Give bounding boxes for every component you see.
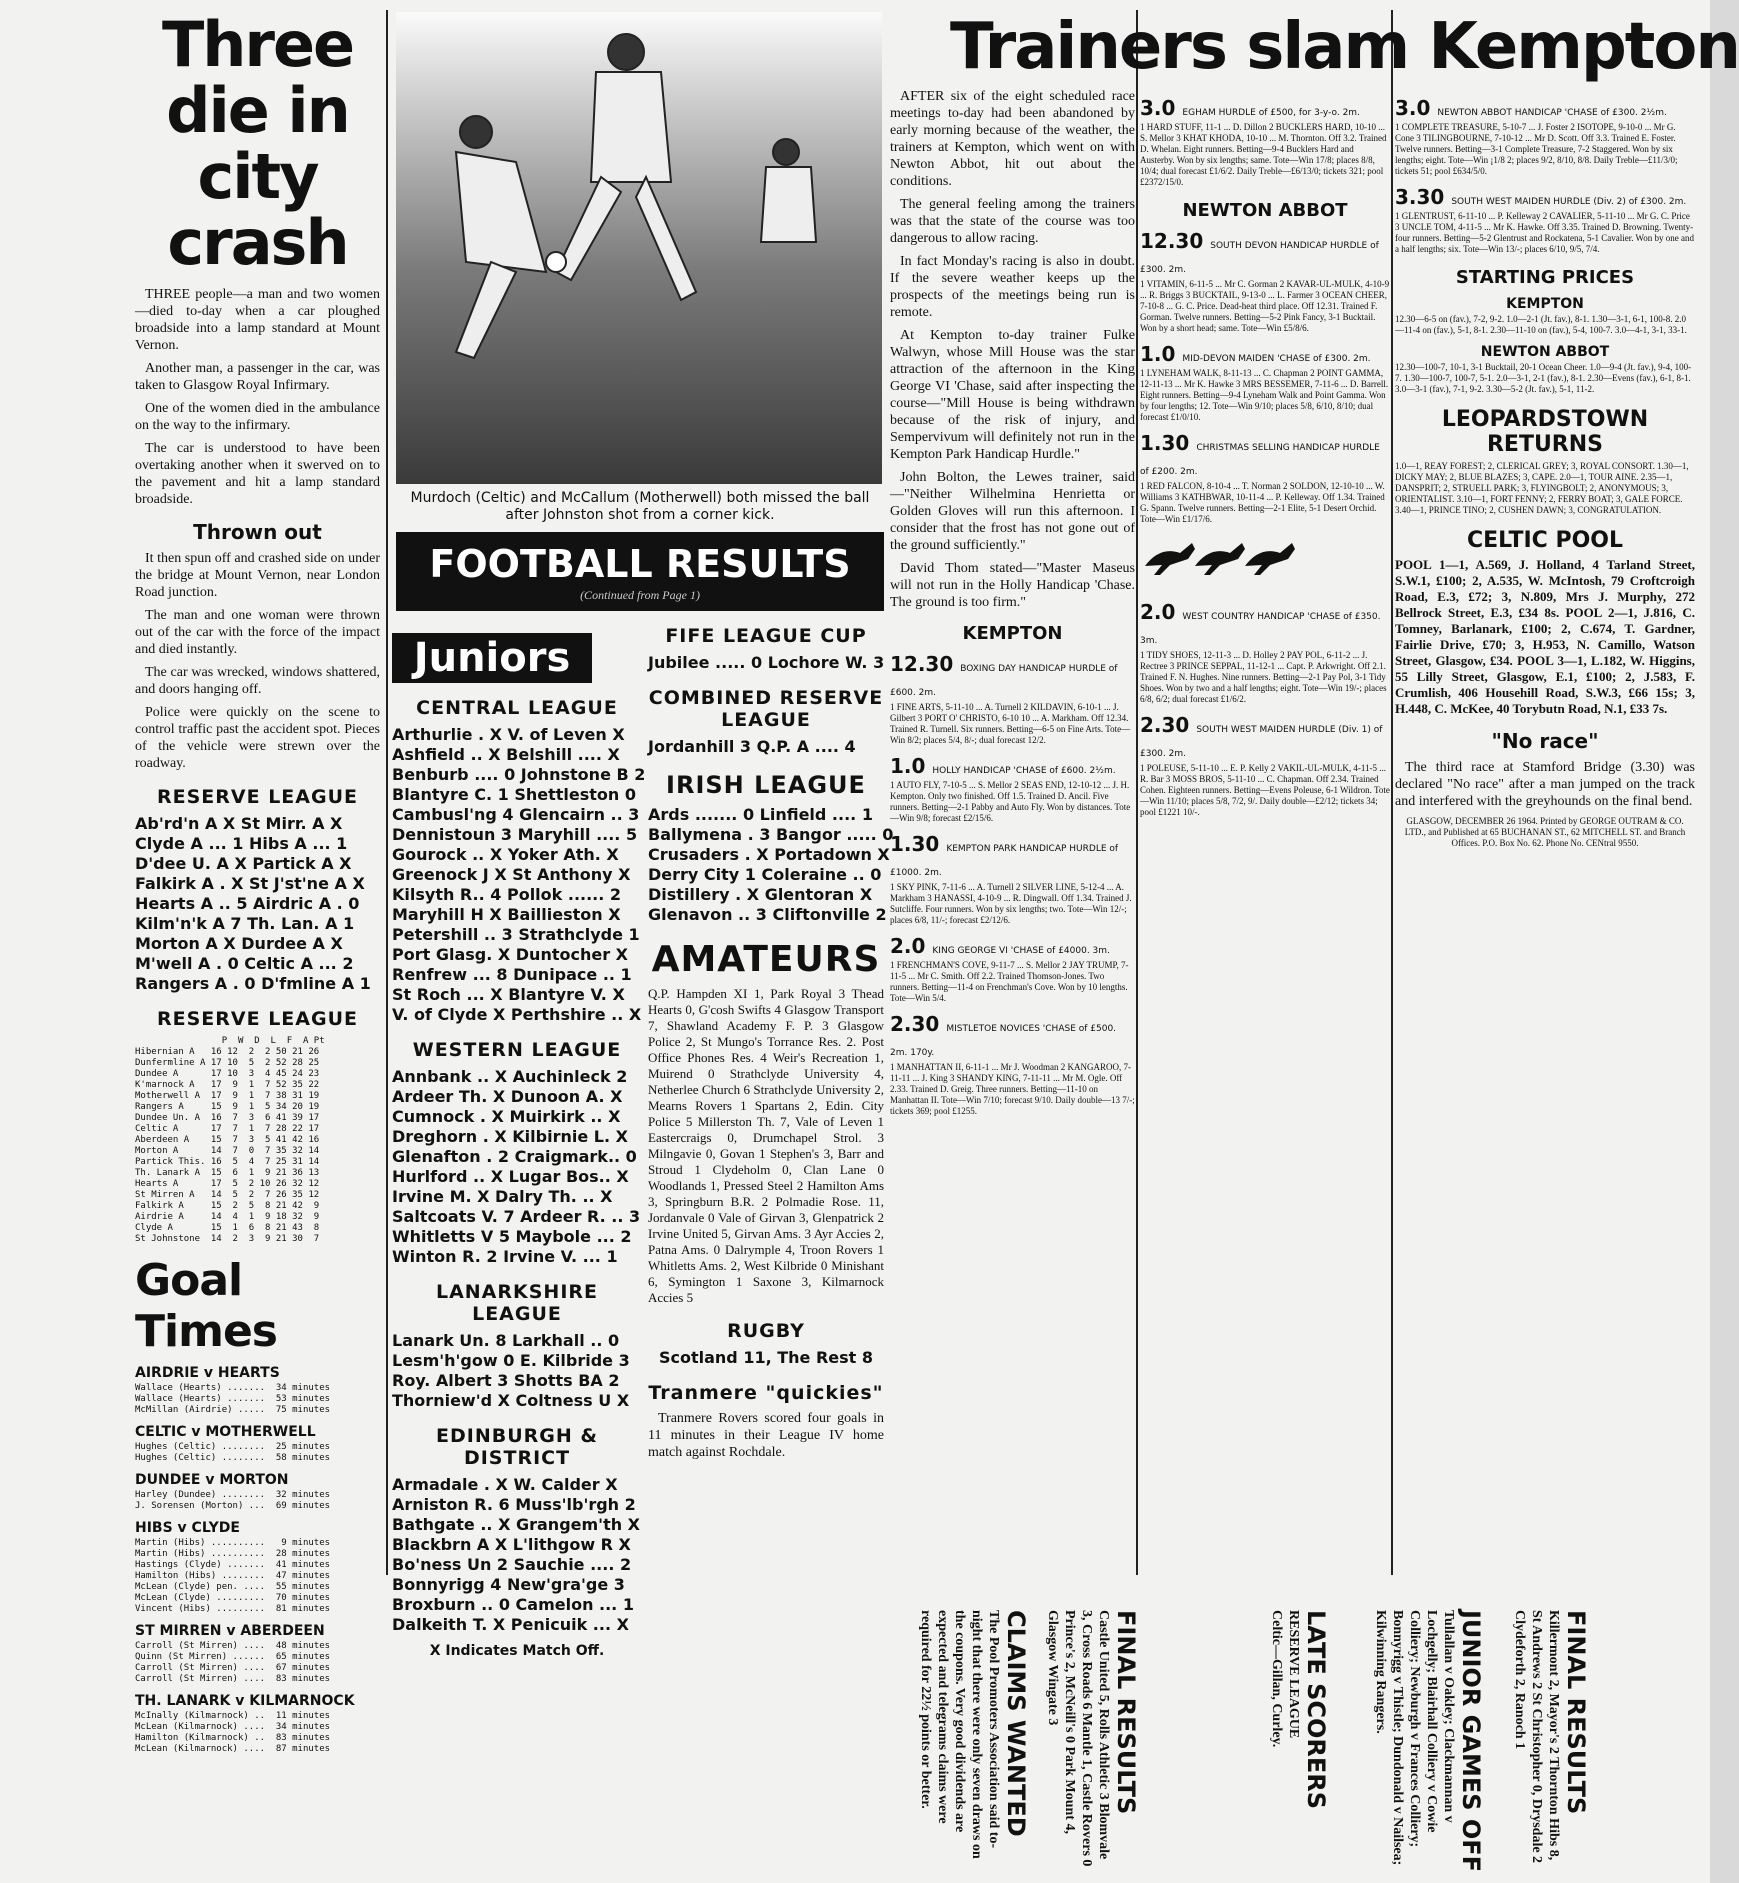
column-football-results: [392, 8, 894, 1659]
sp-kempton-title: KEMPTON: [1506, 296, 1584, 312]
irish-league-title: IRISH LEAGUE: [666, 771, 866, 799]
result-line: Port Glasg. X Duntocher X: [392, 945, 628, 964]
race-title: SOUTH DEVON HANDICAP HURDLE of £300. 2m.: [1140, 241, 1379, 275]
result-line: Clyde A ... 1 Hibs A ... 1: [135, 834, 348, 853]
stop-press-final-results: [1045, 1610, 1140, 1870]
result-line: Distillery . X Glentoran X: [648, 885, 873, 904]
race-title: KEMPTON PARK HANDICAP HURDLE of £1000. 2m.: [890, 844, 1119, 878]
goal-times-title: Goal Times: [135, 1255, 277, 1357]
race-details: 1 GLENTRUST, 6-11-10 ... P. Kelleway 2 CAVALIER, 5-11-10 ... Mr G. C. Price 3 UNCLE TOM, 4-11-5 ... Mr K. Hawke. Off 3.35. Trained D. Browning. Twenty-four runners. Betting—5-2 Glentrust and Rockatena, 5-1 Cavalier. Won by one and a half lengths; six. Tote—Win 13/-; places 6/10, 9/5, 7/4.: [1395, 211, 1695, 254]
result-line: Arthurlie . X V. of Leven X: [392, 725, 625, 744]
result-line: Hurlford .. X Lugar Bos.. X: [392, 1167, 629, 1186]
goal-lines: McInally (Kilmarnock) .. 11 minutes McLean (Kilmarnock) .... 34 minutes Hamilton (Kilmarnock) .. 83 minutes McLean (Kilmarnock) .... 87 minutes: [135, 1711, 331, 1754]
race-details: 1 SKY PINK, 7-11-6 ... A. Turnell 2 SILVER LINE, 5-12-4 ... A. Markham 3 HANASSI, 4-10-9 ... R. Dingwall. Off 1.34. Trained J. Sutcliffe. Four runners. Won by six lengths; two. Tote—Win 12/-; places 6/8, 11/-; forecast £2/12/6.: [890, 882, 1132, 925]
printer-imprint: GLASGOW, DECEMBER 26 1964. Printed by GEORGE OUTRAM & CO. LTD., and Published at 65 BUCHANAN ST., 62 MITCHELL ST. and Branch Offices. P.O. Box No. 62. Phone No. CENtral 9550.: [1404, 816, 1686, 848]
result-line: Irvine M. X Dalry Th. .. X: [392, 1187, 613, 1206]
race-time: 1.30: [1140, 431, 1190, 455]
stop-press-late-scorers: [1269, 1610, 1330, 1870]
goal-match: TH. LANARK v KILMARNOCK: [135, 1693, 355, 1709]
edinburgh-district-title: EDINBURGH & DISTRICT: [436, 1425, 598, 1469]
result-line: Crusaders . X Portadown X: [648, 845, 890, 864]
race-time: 12.30: [1140, 229, 1204, 253]
sp-kempton: 12.30—6-5 on (fav.), 7-2, 9-2. 1.0—2-1 (Jt. fav.), 8-1. 1.30—3-1, 6-1, 100-8. 2.0—11-4 on (fav.), 5-1, 8-1. 2.30—11-10 on (fav.), 5-4, 100-7. 3.0—4-1, 3-1, 33-1.: [1395, 314, 1687, 335]
football-results-banner: FOOTBALL RESULTS: [396, 532, 884, 588]
column-racing-story: [890, 88, 1135, 1583]
stop-press-junior-off: [1373, 1610, 1485, 1873]
race-details: 1 MANHATTAN II, 6-11-1 ... Mr J. Woodman 2 KANGAROO, 7-11-11 ... J. King 3 SHANDY KING, 7-11-11 ... Mr M. Ogle. Off 2.33. Trained D. Greig. Three runners. Betting—11-10 on Manhattan II. Tote—Win 7/10; forecast 9/10. Daily double—13 7/-; tickets 369; pool £1255.: [890, 1062, 1135, 1116]
crash-story2-p4: Police were quickly on the scene to control traffic past the accident spot. Pieces of the vehicle were strewn over the roadway.: [135, 705, 380, 771]
result-line: Hearts A .. 5 Airdric A . 0: [135, 894, 360, 913]
result-line: Jordanhill 3 Q.P. A .... 4: [648, 737, 856, 756]
leopardstown-returns: 1.0—1, REAY FOREST; 2, CLERICAL GREY; 3, ROYAL CONSORT. 1.30—1, DICKY MAY; 2, BLUE BLAZES; 3, CAPE. 2.0—1, TOUR AINE. 2.35—1, DANSPRIT; 2, STRUELL PARK; 3, FLYINGBOLT; 2, ANONYMOUS; 3, ORIENTALIST. 3.10—1, FORT FENNY; 2, FERRY BOAT; 3, GALE FORCE. 3.40—1, PRINCE TINO; 2, CUSHEN DAWN; 3, CONGRATULATION.: [1395, 461, 1689, 515]
race-title: SOUTH WEST MAIDEN HURDLE (Div. 2) of £300. 2m.: [1451, 197, 1687, 207]
kempton-story-p3: In fact Monday's racing is also in doubt. If the severe weather keeps up the prospects of the meetings being run is remote.: [890, 254, 1135, 320]
football-results-subbanner: (Continued from Page 1): [396, 588, 884, 611]
goal-match: ST MIRREN v ABERDEEN: [135, 1623, 325, 1639]
result-line: Ashfield .. X Belshill .... X: [392, 745, 620, 764]
amateurs-results: Q.P. Hampden XI 1, Park Royal 3 Thead Hearts 0, G'cosh Swifts 4 Glasgow Transport 7, Shawland Academy F. P. 3 Glasgow Police 2, St Mungo's Torrance Res. 2. Post Office Phones Res. 4 Weir's Recreation 1, Muirend 0 Strathclyde University 4, Netherlee Church 6 Strathclyde University 2, Mearns Rovers 1 Spartans 2, Edin. City Police 5 Millerston Th. 7, Vale of Leven 1 Eastercraigs 0, Drumchapel Strol. 3 Milngavie 0, Govan 1 Stephen's 3, Barr and Stroud 1 Clydeholm 0, Clan Lane 0 Woodlands 1, Pressed Steel 2 Hamilton Ams 3, Springburn B.R. 2 Polmadie Rose. 11, Jordanvale 0 Vale of Girvan 3, Glenpatrick 2 Irvine United 5, Girvan Ams. 3 Ayr Accies 2, Patna Ams. 0 Dalrymple 4, Troon Rovers 1 Whitletts Ams. 2, West Kilbride 0 Minishant 6, Symington 1 Saxone 3, Kilmarnock Accies 5: [648, 986, 884, 1305]
result-line: Blantyre C. 1 Shettleston 0: [392, 785, 637, 804]
race-result: [1140, 600, 1390, 705]
result-line: Glenafton . 2 Craigmark.. 0: [392, 1147, 637, 1166]
starting-prices-title: STARTING PRICES: [1455, 267, 1635, 288]
combined-reserve-title: COMBINED RESERVE LEAGUE: [648, 687, 884, 731]
result-line: Winton R. 2 Irvine V. ... 1: [392, 1247, 618, 1266]
racehorses-icon: [1140, 531, 1300, 581]
result-line: Dalkeith T. X Penicuik ... X: [392, 1615, 629, 1634]
goal-match: DUNDEE v MORTON: [135, 1472, 289, 1488]
crash-story2-p3: The car was wrecked, windows shattered, and doors hanging off.: [135, 665, 380, 697]
other-leagues-section: [648, 611, 894, 1467]
race-result: [1140, 96, 1390, 188]
result-line: Ballymena . 3 Bangor ..... 0: [648, 825, 894, 844]
tranmere-title: Tranmere "quickies": [648, 1382, 884, 1404]
no-race-title: "No race": [1491, 729, 1599, 753]
result-line: M'well A . 0 Celtic A ... 2: [135, 954, 354, 973]
result-line: Rangers A . 0 D'fmline A 1: [135, 974, 371, 993]
kempton-story-p6: David Thom stated—"Master Maseus will not run in the Holly Handicap 'Chase. The ground is too firm.": [890, 561, 1135, 610]
goal-times-list: [135, 1365, 380, 1755]
column-rule: [386, 10, 388, 1575]
race-result: [890, 754, 1135, 824]
race-time: 2.0: [890, 934, 926, 958]
race-title: WEST COUNTRY HANDICAP 'CHASE of £350. 3m.: [1140, 612, 1381, 646]
tranmere-story: Tranmere Rovers scored four goals in 11 minutes in their League IV home match against Rochdale.: [648, 1411, 884, 1460]
western-league-title: WESTERN LEAGUE: [412, 1039, 622, 1061]
race-title: SOUTH WEST MAIDEN HURDLE (Div. 1) of £300. 2m.: [1140, 725, 1383, 759]
result-line: Cambusl'ng 4 Glencairn .. 3: [392, 805, 640, 824]
goal-lines: Martin (Hibs) .......... 9 minutes Martin (Hibs) .......... 28 minutes Hastings (Clyde) ....... 41 minutes Hamilton (Hibs) ........ 47 minutes McLean (Clyde) pen. .... 55 minutes McLean (Clyde) ......... 70 minutes Vincent (Hibs) ......... 81 minutes: [135, 1538, 331, 1614]
kempton-story-p5: John Bolton, the Lewes trainer, said—"Neither Wilhelmina Henrietta or Golden Gloves will run this afternoon. I consider that the frost has not gone out of the ground sufficiently.": [890, 470, 1135, 553]
race-title: NEWTON ABBOT HANDICAP 'CHASE of £300. 2½m.: [1437, 108, 1667, 118]
sp-newton: 12.30—100-7, 10-1, 3-1 Bucktail, 20-1 Ocean Cheer. 1.0—9-4 (Jt. fav.), 9-4, 100-7. 1.30—100-7, 100-7, 5-1. 2.0—3-1, 2-1 (fav.), 8-1. 2.30—Evens (fav.), 6-1, 8-1. 3.0—3-1 (fav.), 7-1, 9-2. 3.30—5-2 (Jt. fav.), 5-1, 11-2.: [1395, 362, 1692, 394]
race-details: 1 TIDY SHOES, 12-11-3 ... D. Holley 2 PAY POL, 6-11-2 ... J. Rectree 3 PRINCE SEPPAL, 11-12-1 ... Capt. P. Arkwright. Off 2.1. Trained F. N. Hughes. Nine runners. Betting—2-1 Pay Pol, 3-1 Tidy Shoes. Won by two and a half lengths; eight. Tote—Win 19/-; places 6/8, 6/2; dual forecast £1/6/2.: [1140, 650, 1387, 704]
result-line: Dreghorn . X Kilbirnie L. X: [392, 1127, 628, 1146]
result-line: Bonnyrigg 4 New'gra'ge 3: [392, 1575, 625, 1594]
celtic-pool-title: CELTIC POOL: [1466, 528, 1624, 553]
result-line: Cumnock . X Muirkirk .. X: [392, 1107, 621, 1126]
crash-story2-p1: It then spun off and crashed side on under the bridge at Mount Vernon, near London Road junction.: [135, 551, 380, 600]
result-line: Whitletts V 5 Maybole ... 2: [392, 1227, 632, 1246]
race-result: [890, 1012, 1135, 1117]
result-line: Gourock .. X Yoker Ath. X: [392, 845, 619, 864]
race-title: HOLLY HANDICAP 'CHASE of £600. 2½m.: [932, 766, 1116, 776]
race-result: [1140, 342, 1390, 423]
goal-lines: Carroll (St Mirren) .... 48 minutes Quinn (St Mirren) ...... 65 minutes Carroll (St Mirren) .... 67 minutes Carroll (St Mirren) .... 83 minutes: [135, 1641, 331, 1684]
crash-story-p2: Another man, a passenger in the car, was taken to Glasgow Royal Infirmary.: [135, 361, 380, 393]
result-line: Lesm'h'gow 0 E. Kilbride 3: [392, 1351, 630, 1370]
race-details: 1 VITAMIN, 6-11-5 ... Mr C. Gorman 2 KAVAR-UL-MULK, 4-10-9 ... R. Briggs 3 BUCKTAIL, 9-13-0 ... L. Farmer 3 OCEAN CHEER, 7-10-8 ... G. C. Price. Dead-heat third place. Off 12.31. Trained F. Gorman. Twelve runners. Betting—5-2 Pink Fancy, 3-1 Bucktail. Won by a short head; same. Tote—Win £5/8/6.: [1140, 279, 1390, 333]
result-line: Maryhill H X Baillieston X: [392, 905, 621, 924]
result-line: Saltcoats V. 7 Ardeer R. .. 3: [392, 1207, 641, 1226]
result-line: Petershill .. 3 Strathclyde 1: [392, 925, 640, 944]
race-details: 1 COMPLETE TREASURE, 5-10-7 ... J. Foster 2 ISOTOPE, 9-10-0 ... Mr G. Cone 3 TILINGBOURNE, 7-10-12 ... Mr D. Scott. Off 3.3. Trained E. Foster. Twelve runners. Betting—3-1 Complete Treasure, 7-2 Staggered. Won by six lengths; eight. Tote—Win ¡1/8 2; places 9/2, 8/10, 8/8. Daily Treble—£11/3/0; tickets 51; pool £634/5/0.: [1395, 122, 1678, 176]
race-details: 1 FINE ARTS, 5-11-10 ... A. Turnell 2 KILDAVIN, 6-10-1 ... J. Gilbert 3 PORT O' CHRISTO, 6-10 10 ... A. Markham. Off 12.34. Trained R. Turnell. Six runners. Betting—6-5 on Fine Arts. Tote—Win 8/2; places 5/4, 8/-; dual forecast 12/2.: [890, 702, 1131, 745]
final-results-2-text: Killermont 2, Mayor's 2 Thornton Hibs 8, St Andrews 2 St Christopher 0, Drysdale 2 Clydeforth 2, Ranoch 1: [1512, 1610, 1561, 1864]
junior-games-off-title: JUNIOR GAMES OFF: [1457, 1610, 1485, 1873]
race-time: 1.0: [890, 754, 926, 778]
race-time: 2.30: [1140, 713, 1190, 737]
race-time: 3.0: [1395, 96, 1431, 120]
result-line: Kilm'n'k A 7 Th. Lan. A 1: [135, 914, 355, 933]
headline-kempton: Trainers slam Kempton: [950, 10, 1739, 84]
match-off-footnote: X Indicates Match Off.: [429, 1643, 605, 1659]
race-result: [1395, 96, 1695, 177]
result-line: Morton A X Durdee A X: [135, 934, 343, 953]
claims-wanted-text: The Pool Promoters Association said to-night that there were only seven draws on the coupons. Very good dividends are expected and telegrams claims were required for 22½ points or better.: [918, 1610, 1001, 1859]
race-details: 1 AUTO FLY, 7-10-5 ... S. Mellor 2 SEAS END, 12-10-12 ... J. H. Kempton. Only two finished. Off 1.5. Trained D. Ancil. Five runners. Betting—2-1 Pabby and Auto Fly. Won by distances. Tote—Win 9/8; forecast £2/15/6.: [890, 780, 1131, 823]
leopardstown-title: LEOPARDSTOWN RETURNS: [1441, 407, 1649, 457]
column-newton-abbot: [1140, 88, 1390, 1583]
result-line: St Roch ... X Blantyre V. X: [392, 985, 625, 1004]
central-league-title: CENTRAL LEAGUE: [416, 697, 618, 719]
result-line: Thorniew'd X Coltness U X: [392, 1391, 630, 1410]
goal-match: HIBS v CLYDE: [135, 1520, 240, 1536]
race-title: KING GEORGE VI 'CHASE of £4000. 3m.: [932, 946, 1110, 956]
juniors-section: [392, 611, 646, 1661]
result-line: V. of Clyde X Perthshire .. X: [392, 1005, 642, 1024]
race-details: 1 HARD STUFF, 11-1 ... D. Dillon 2 BUCKLERS HARD, 10-10 ... S. Mellor 3 KHAT KHODA, 10-10 ... M. Thornton. Off 3.2. Trained D. Whelan. Eight runners. Betting—9-4 Bucklers Hard and Austerby. Won by six lengths; same. Tote—Win 17/8; places 8/8, 10/4; dual forecast £1/6/2. Daily Treble—£6/13/0; tickets 321; pool £2372/15/0.: [1140, 122, 1387, 187]
race-details: 1 RED FALCON, 8-10-4 ... T. Norman 2 SOLDON, 12-10-10 ... W. Williams 3 KATHBWAR, 10-11-4 ... P. Kelleway. Off 1.34. Trained G. Spann. Twelve runners. Betting—2-1 Elite, 5-1 Desert Orchid. Tote—Win £1/17/6.: [1140, 481, 1385, 524]
rugby-result: Scotland 11, The Rest 8: [658, 1348, 874, 1367]
race-time: 3.0: [1140, 96, 1176, 120]
result-line: Roy. Albert 3 Shotts BA 2: [392, 1371, 620, 1390]
no-race-story: The third race at Stamford Bridge (3.30) was declared "No race" after a man jumped on the track and interfered with the greyhounds on the final bend.: [1395, 760, 1695, 809]
result-line: Broxburn .. 0 Camelon ... 1: [392, 1595, 634, 1614]
juniors-title: Juniors: [392, 633, 592, 683]
race-result: [1140, 713, 1390, 818]
result-line: Benburb .... 0 Johnstone B 2: [392, 765, 646, 784]
race-title: EGHAM HURDLE of £500, for 3-y-o. 2m.: [1182, 108, 1360, 118]
result-line: Renfrew ... 8 Dunipace .. 1: [392, 965, 632, 984]
claims-wanted-title: CLAIMS WANTED: [1002, 1610, 1030, 1837]
result-line: Derry City 1 Coleraine .. 0: [648, 865, 882, 884]
race-time: 12.30: [890, 652, 954, 676]
result-line: Blackbrn A X L'lithgow R X: [392, 1535, 631, 1554]
race-title: BOXING DAY HANDICAP HURDLE of £600. 2m.: [890, 664, 1118, 698]
goal-match: AIRDRIE v HEARTS: [135, 1365, 280, 1381]
football-photo: [396, 12, 882, 484]
photo-caption: Murdoch (Celtic) and McCallum (Motherwell) both missed the ball after Johnston shot from a corner kick.: [410, 490, 870, 523]
late-scorers-title: LATE SCORERS: [1302, 1610, 1330, 1810]
goal-lines: Wallace (Hearts) ....... 34 minutes Wallace (Hearts) ....... 53 minutes McMillan (Airdrie) ..... 75 minutes: [135, 1383, 331, 1415]
goal-lines: Hughes (Celtic) ........ 25 minutes Hughes (Celtic) ........ 58 minutes: [135, 1442, 331, 1463]
race-title: MISTLETOE NOVICES 'CHASE of £500. 2m. 170y.: [890, 1024, 1117, 1058]
junior-games-off-text: Tullallan v Oakley; Clackmannan v Lochgelly; Blairhall Colliery v Cowie Colliery; Newburgh v Frances Colliery; Bonnyrigg v Thistle; Dundonald v Nailsea; Kilwinning Rangers.: [1373, 1610, 1456, 1866]
headline-crash: Three die in city crash: [161, 8, 354, 279]
race-details: 1 FRENCHMAN'S COVE, 9-11-7 ... S. Mellor 2 JAY TRUMP, 7-11-5 ... Mr C. Smith. Off 2.2. Trained Thomson-Jones. Two runners. Betting—11-4 on Frenchman's Cove. Won by 10 lengths. Tote—Win 5/4.: [890, 960, 1129, 1003]
stop-press-final-results-2: [1512, 1610, 1590, 1870]
football-photo-image: [396, 12, 882, 484]
result-line: Armadale . X W. Calder X: [392, 1475, 618, 1494]
amateurs-title: AMATEURS: [651, 939, 881, 980]
result-line: D'dee U. A X Partick A X: [135, 854, 352, 873]
result-line: Jubilee ..... 0 Lochore W. 3: [648, 653, 885, 672]
race-time: 2.0: [1140, 600, 1176, 624]
rugby-title: RUGBY: [727, 1320, 805, 1342]
race-time: 1.0: [1140, 342, 1176, 366]
race-time: 2.30: [890, 1012, 940, 1036]
crash-story-p3: One of the women died in the ambulance on the way to the infirmary.: [135, 401, 380, 433]
result-line: Ab'rd'n A X St Mirr. A X: [135, 814, 343, 833]
race-details: 1 POLEUSE, 5-11-10 ... E. P. Kelly 2 VAKIL-UL-MULK, 4-11-5 ... R. Bar 3 MOSS BROS, 5-11-10 ... C. Chapman. Off 2.34. Trained Cohen. Eighteen runners. Betting—Evens Poleuse, 6-1 Wildron. Tote—Win 11/10; places 5/8, 7/2, 9/. Daily double—£2/12; tickets 34; pool £1221 10/-.: [1140, 763, 1390, 817]
result-line: Lanark Un. 8 Larkhall .. 0: [392, 1331, 620, 1350]
result-line: Arniston R. 6 Muss'lb'rgh 2: [392, 1495, 636, 1514]
goal-match: CELTIC v MOTHERWELL: [135, 1424, 316, 1440]
race-result: [890, 652, 1135, 746]
column-rule: [1136, 10, 1138, 1575]
late-scorers-text: Celtic—Gillan, Curley.: [1269, 1610, 1284, 1748]
final-results-2-title: FINAL RESULTS: [1562, 1610, 1590, 1815]
result-line: Annbank .. X Auchinleck 2: [392, 1067, 628, 1086]
race-time: 1.30: [890, 832, 940, 856]
result-line: Glenavon .. 3 Cliftonville 2: [648, 905, 887, 924]
race-title: CHRISTMAS SELLING HANDICAP HURDLE of £200. 2m.: [1140, 443, 1380, 477]
race-title: MID-DEVON MAIDEN 'CHASE of £300. 2m.: [1182, 354, 1371, 364]
sp-newton-title: NEWTON ABBOT: [1480, 344, 1610, 360]
fife-league-cup-title: FIFE LEAGUE CUP: [665, 625, 867, 647]
column-prices-pools: [1395, 88, 1695, 1583]
race-time: 3.30: [1395, 185, 1445, 209]
column-local-news: [135, 8, 380, 1754]
kempton-story-p2: The general feeling among the trainers was that the state of the course was too dangerous to allow racing.: [890, 197, 1135, 246]
newton-abbot-venue-title: NEWTON ABBOT: [1182, 200, 1348, 221]
result-line: Falkirk A . X St J'st'ne A X: [135, 874, 365, 893]
result-line: Ardeer Th. X Dunoon A. X: [392, 1087, 623, 1106]
column-rule: [1391, 10, 1393, 1575]
goal-lines: Harley (Dundee) ........ 32 minutes J. Sorensen (Morton) ... 69 minutes: [135, 1490, 331, 1511]
result-line: Dennistoun 3 Maryhill .... 5: [392, 825, 638, 844]
result-line: Greenock J X St Anthony X: [392, 865, 631, 884]
race-details: 1 LYNEHAM WALK, 8-11-13 ... C. Chapman 2 POINT GAMMA, 12-11-13 ... Mr K. Hawke 3 MRS BESSEMER, 7-11-6 ... D. Barrell. Eight runners. Betting—9-4 Lyneham Walk and Point Gamma. Won by four lengths; 12. Tote—Win 9/10; places 5/8, 6/10, 8/10; dual forecast £1/0/10.: [1140, 368, 1389, 422]
race-result: [1395, 185, 1695, 255]
race-result: [890, 934, 1135, 1004]
lanarkshire-league-title: LANARKSHIRE LEAGUE: [435, 1281, 599, 1325]
celtic-pool-results: POOL 1—1, A.569, J. Holland, 4 Tarland Street, S.W.1, £100; 2, A.535, W. McIntosh, 79 Croftcroigh Road, E.3, £72; 3, N.809, Mrs J. Murphy, 272 Bellrock Street, E.3, £34 8s. POOL 2—1, J.816, C. Tomney, Barlanark, £100; 2, C.674, T. Gardner, Fairlie Drive, £70; 3, H.953, N. Camillo, Watson Street, Glasgow, £34. POOL 3—1, L.182, W. Higgins, 55 Lilly Street, Glasgow, E.1, £100; 2, J.583, F. Crumlish, 406 Househill Road, S.W.3, £66 15s; 3, H.448, C. McKee, 40 Torybutn Road, N.1, £33 7s.: [1395, 557, 1695, 716]
final-results-text: Castle United 5, Rolls Athletic 3 Blomvale 3, Cross Roads 6 Mantle 1, Castle Rovers 0 Prince's 2, McNeill's 0 Park Mount 4, Glasgow Wingate 3: [1045, 1610, 1111, 1867]
final-results-title: FINAL RESULTS: [1112, 1610, 1140, 1815]
result-line: Ards ....... 0 Linfield .... 1: [648, 805, 873, 824]
kempton-story-p4: At Kempton to-day trainer Fulke Walwyn, whose Mill House was the star attraction of the afternoon in the King George VI 'Chase, said after inspecting the course—"Mill House is being withdrawn because of the risk of injury, and Sempervivum will definitely not run in the Kempton Park Handicap Hurdle.": [890, 328, 1135, 462]
reserve-league-title: RESERVE LEAGUE: [157, 786, 358, 808]
kempton-venue-title: KEMPTON: [962, 623, 1063, 644]
race-result: [1140, 431, 1390, 525]
crash-story-p1: THREE people—a man and two women—died to-day when a car ploughed broadside into a lamp standard at Mount Vernon.: [135, 287, 380, 353]
league-table: P W D L F A Pt Hibernian A 16 12 2 2 50 21 26 Dunfermline A 17 10 5 2 52 28 25 Dundee A 17 10 3 4 45 24 23 K'marnock A 17 9 1 7 52 35 22 Motherwell A 17 9 1 7 38 31 19 Rangers A 15 9 1 5 34 20 19 Dundee Un. A 16 7 3 6 41 39 17 Celtic A 17 7 1 7 28 22 17 Aberdeen A 15 7 3 5 41 42 16 Morton A 14 7 0 7 35 32 14 Partick This. 16 5 4 7 25 31 14 Th. Lanark A 15 6 1 9 21 36 13 Hearts A 17 5 2 10 26 32 12 St Mirren A 14 5 2 7 26 35 12 Falkirk A 15 2 5 8 21 42 9 Airdrie A 14 4 1 9 18 32 9 Clyde A 15 1 6 8 21 43 8 St Johnstone 14 2 3 9 21 30 7: [135, 1036, 325, 1244]
result-line: Kilsyth R.. 4 Pollok ...... 2: [392, 885, 622, 904]
race-result: [890, 832, 1135, 926]
crash-story-p4: The car is understood to have been overtaking another when it swerved on to the pavement and hit a lamp standard broadside.: [135, 441, 380, 507]
late-scorers-sub: RESERVE LEAGUE: [1286, 1610, 1301, 1739]
subhead-thrown-out: Thrown out: [193, 520, 322, 544]
stop-press-claims: [918, 1610, 1030, 1870]
crash-story2-p2: The man and one woman were thrown out of the car with the force of the impact and died instantly.: [135, 608, 380, 657]
result-line: Bo'ness Un 2 Sauchie .... 2: [392, 1555, 632, 1574]
league-table-title: RESERVE LEAGUE: [157, 1008, 358, 1030]
race-result: [1140, 229, 1390, 334]
kempton-story-p1: AFTER six of the eight scheduled race meetings to-day had been abandoned by early morning because of the weather, the trainers at Kempton, which went on with Newton Abbot, hit out about the conditions.: [890, 89, 1135, 189]
result-line: Bathgate .. X Grangem'th X: [392, 1515, 641, 1534]
